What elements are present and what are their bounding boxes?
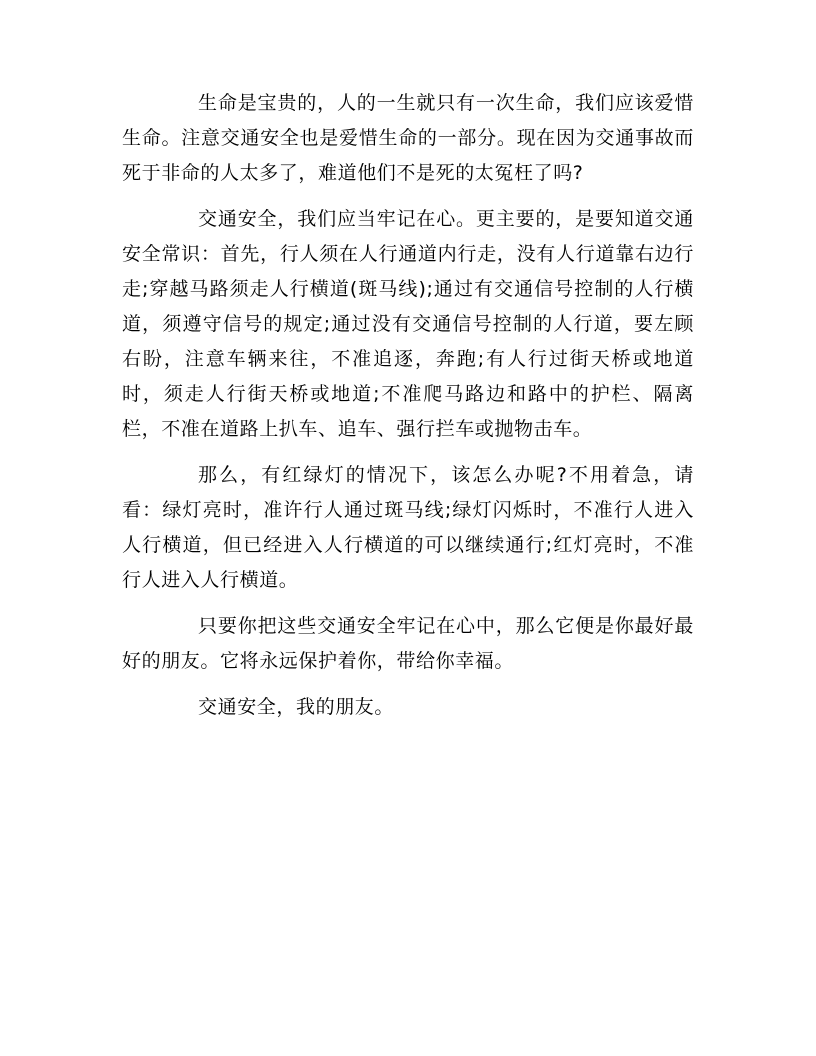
paragraph-traffic-lights: 那么，有红绿灯的情况下，该怎么办呢?不用着急，请看：绿灯亮时，准许行人通过斑马线;绿灯闪烁时，不准行人进入人行横道，但已经进入人行横道的可以继续通行;红灯亮时，不准行人进入人行横道。 (122, 464, 694, 591)
paragraph-cherish-life: 生命是宝贵的，人的一生就只有一次生命，我们应该爱惜生命。注意交通安全也是爱惜生命的一部分。现在因为交通事故而死于非命的人太多了，难道他们不是死的太冤枉了吗? (122, 92, 694, 184)
paragraph-best-friend: 只要你把这些交通安全牢记在心中，那么它便是你最好最好的朋友。它将永远保护着你，带给你幸福。 (122, 615, 694, 672)
paragraph-safety-rules: 交通安全，我们应当牢记在心。更主要的，是要知道交通安全常识：首先，行人须在人行通道内行走，没有人行道靠右边行走;穿越马路须走人行横道(斑马线);通过有交通信号控制的人行横道，须遵守信号的规定;通过没有交通信号控制的人行道，要左顾右盼，注意车辆来往，不准追逐，奔跑;有人行过街天桥或地道时，须走人行街天桥或地道;不准爬马路边和路中的护栏、隔离栏，不准在道路上扒车、追车、强行拦车或抛物击车。 (122, 208, 694, 440)
document-body (122, 86, 694, 736)
paragraph-closing: 交通安全，我的朋友。 (198, 696, 395, 718)
